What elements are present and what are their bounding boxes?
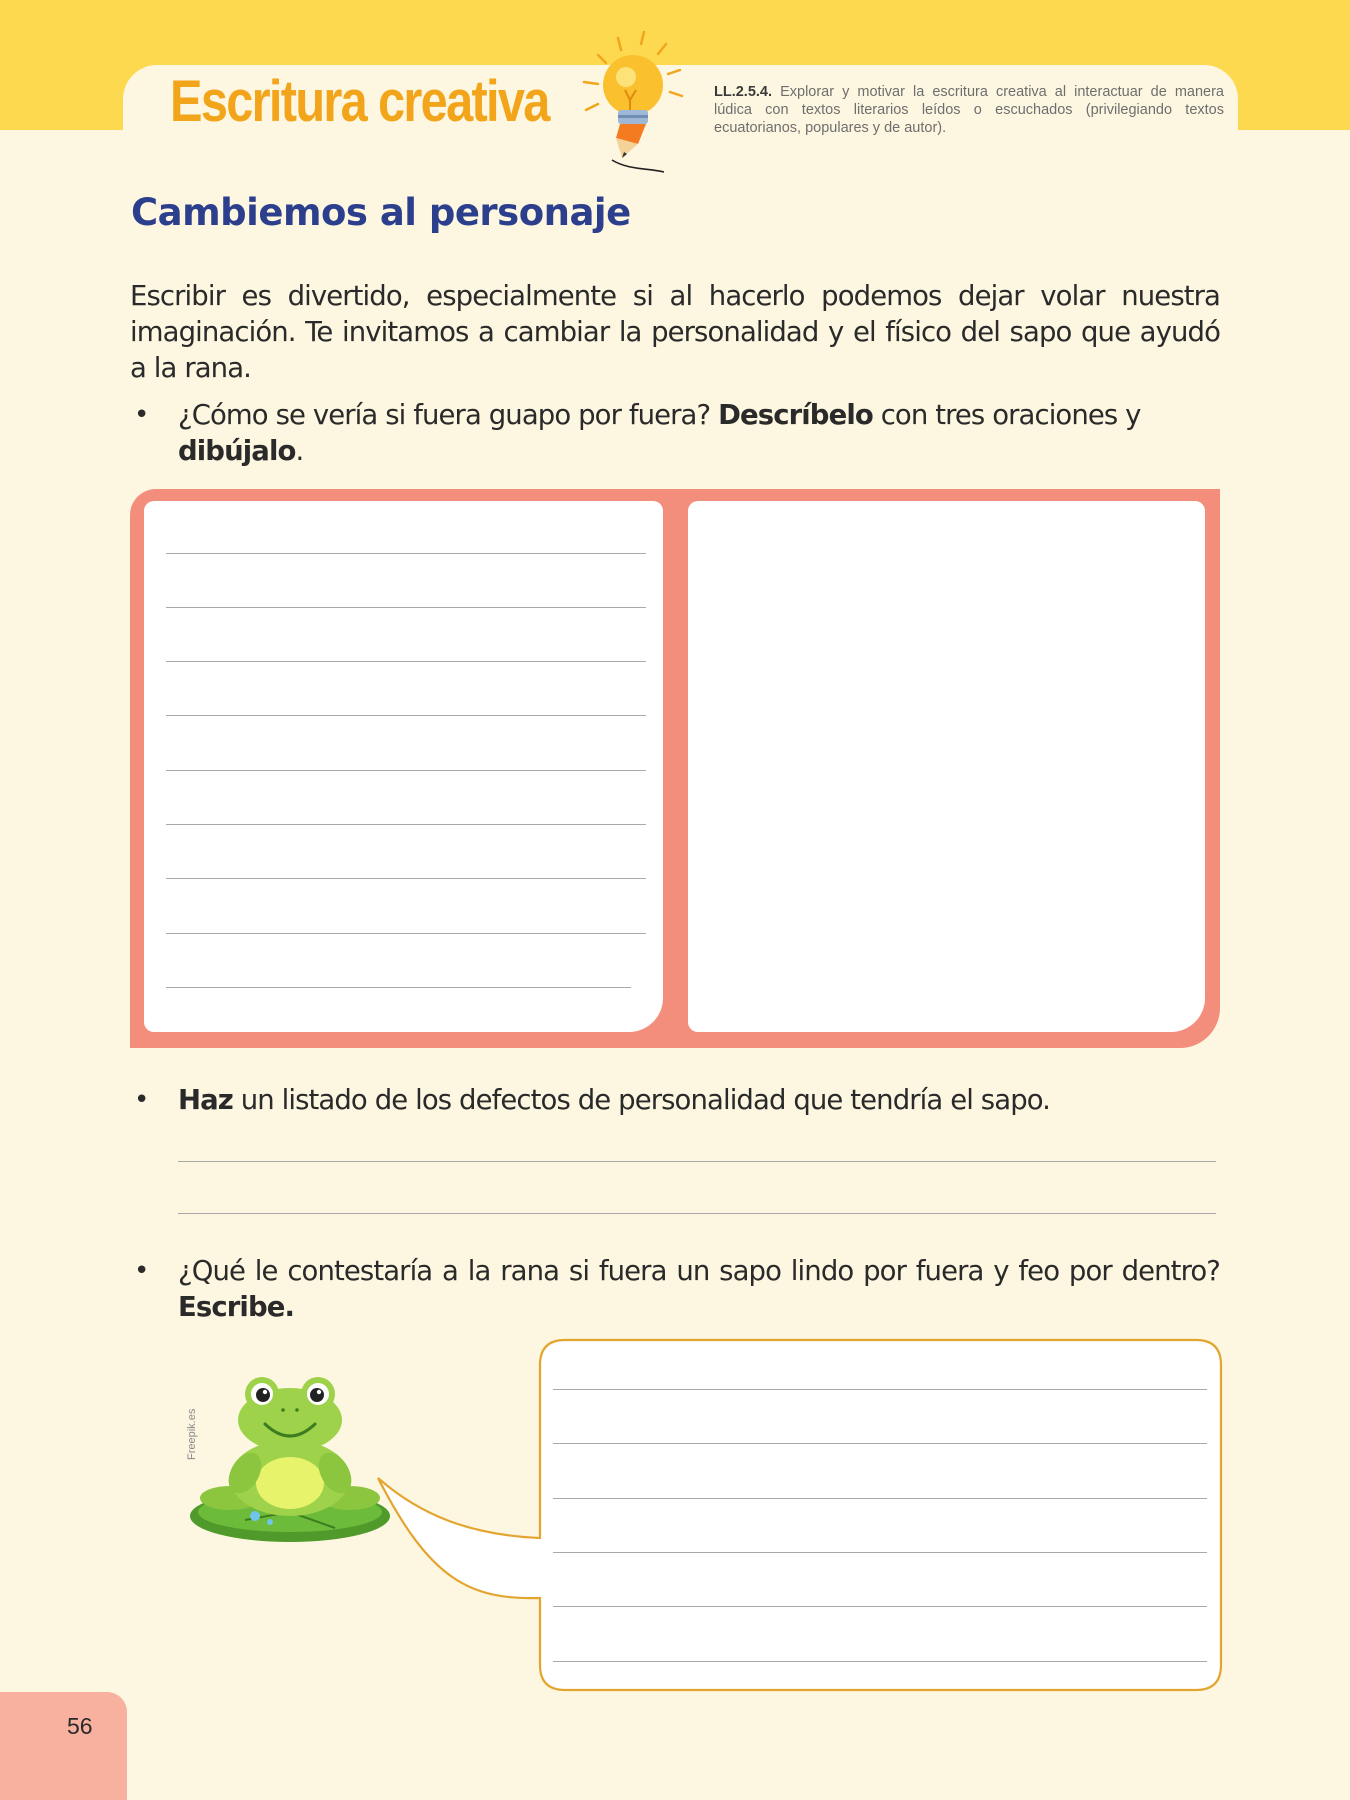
writing-line[interactable] [166, 770, 646, 771]
answer-line[interactable] [553, 1389, 1207, 1390]
activity-title: Cambiemos al personaje [131, 191, 631, 234]
instruction-list-defects [178, 1082, 1220, 1118]
bullet2-rest: un listado de los defectos de personalidad que tendría el sapo. [232, 1084, 1051, 1116]
frog-illustration [185, 1368, 425, 1548]
bullet1-verb-describe: Descríbelo [718, 399, 873, 431]
intro-paragraph: Escribir es divertido, especialmente si al hacerlo podemos dejar volar nuestra imaginación. Te invitamos a cambiar la personalidad y el físico del sapo que ayudó a la rana. [130, 280, 1220, 384]
bullet1-mid: con tres oraciones y [872, 399, 1141, 431]
answer-line[interactable] [553, 1443, 1207, 1444]
instruction-write-answer [178, 1253, 1220, 1325]
bullet1-pre: ¿Cómo se vería si fuera guapo por fuera? [178, 399, 719, 431]
writing-line[interactable] [166, 715, 646, 716]
writing-line[interactable] [166, 878, 646, 879]
answer-line[interactable] [178, 1161, 1216, 1162]
image-credit: Freepik.es [186, 1408, 198, 1460]
bullet1-verb-draw: dibújalo [178, 435, 296, 467]
skill-code: LL.2.5.4. [714, 84, 773, 100]
drawing-area[interactable] [688, 501, 1205, 1032]
skill-description [714, 83, 1224, 137]
writing-line[interactable] [166, 661, 646, 662]
answer-line[interactable] [178, 1213, 1216, 1214]
instruction-describe-draw [178, 397, 1220, 469]
bullet3-verb: Escribe. [178, 1291, 295, 1323]
bullet3-pre: ¿Qué le contestaría a la rana si fuera un sapo lindo por fuera y feo por dentro? [178, 1255, 1220, 1287]
page-number: 56 [67, 1713, 93, 1739]
answer-line[interactable] [553, 1552, 1207, 1553]
bullet2-verb: Haz [178, 1084, 233, 1116]
writing-line[interactable] [166, 987, 631, 988]
writing-line[interactable] [166, 607, 646, 608]
page-number-tab [0, 1692, 127, 1800]
lightbulb-pencil-icon [578, 30, 688, 175]
bullet1-end: . [295, 435, 304, 467]
answer-line[interactable] [553, 1661, 1207, 1662]
answer-line[interactable] [553, 1498, 1207, 1499]
description-writing-area[interactable] [144, 501, 663, 1032]
writing-line[interactable] [166, 933, 646, 934]
answer-line[interactable] [553, 1606, 1207, 1607]
writing-line[interactable] [166, 553, 646, 554]
writing-line[interactable] [166, 824, 646, 825]
skill-text: Explorar y motivar la escritura creativa al interactuar de manera lúdica con textos literarios leídos o escuchados (privilegiando textos ecuatorianos, populares y de autor). [714, 84, 1224, 136]
section-title: Escritura creativa [170, 69, 549, 134]
